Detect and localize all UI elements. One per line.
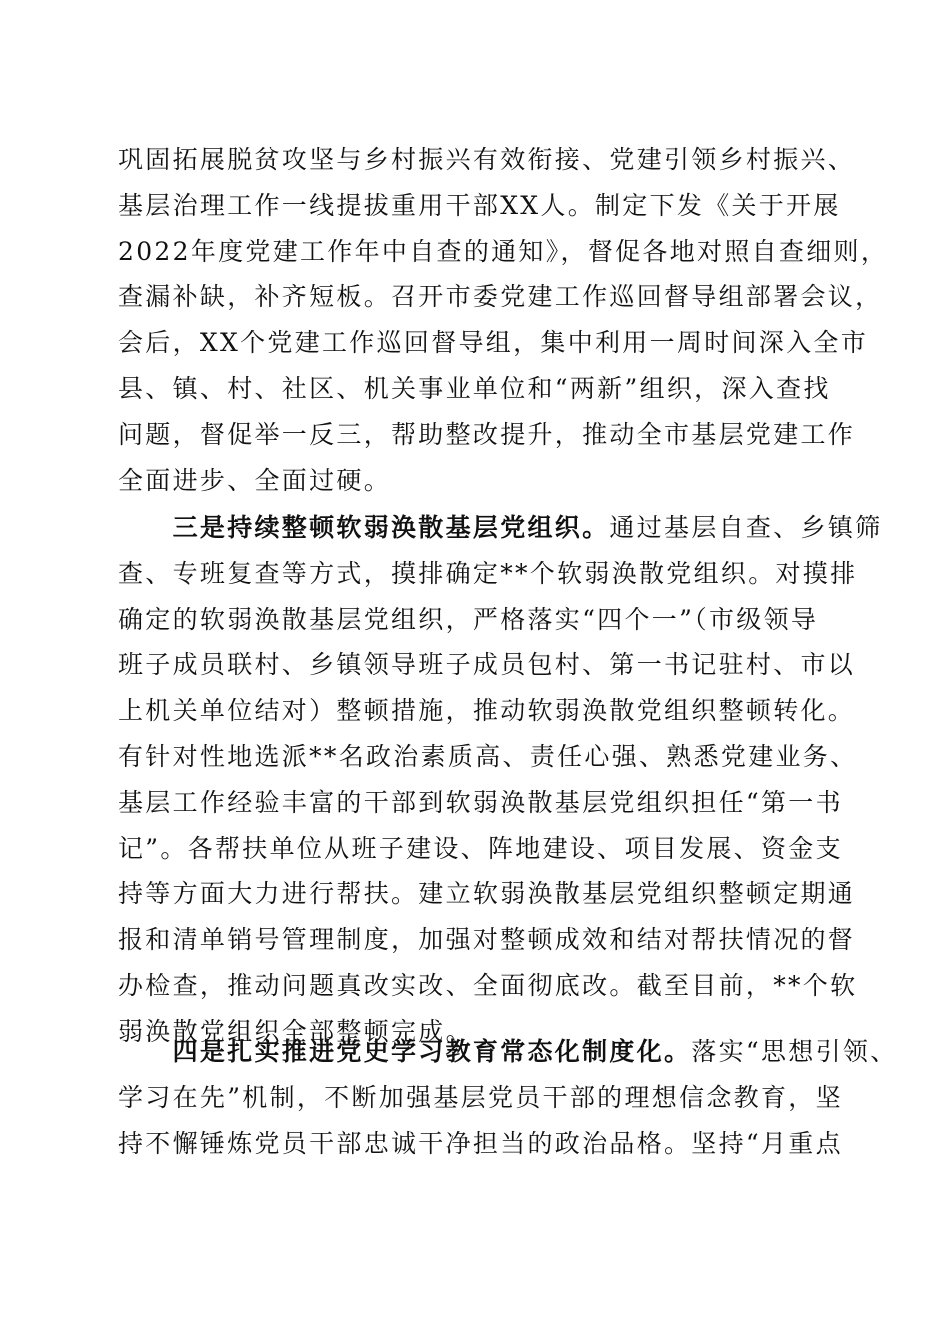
text-line-first [118,505,883,551]
text-line: 全面进步、全面过硬。 [118,465,392,495]
first-line-rest: 通过基层自查、乡镇筛 [609,513,883,542]
text-line: 弱涣散党组织全部整顿完成。 [118,1016,473,1046]
paragraph-lead-heading: 三是持续整顿软弱涣散基层党组织。 [172,513,610,542]
text-line: 巩固拓展脱贫攻坚与乡村振兴有效衔接、党建引领乡村振兴、 [118,145,856,174]
paragraph-party-history-education [118,1029,898,1166]
text-line: 问题，督促举一反三，帮助整改提升，推动全市基层党建工作 [118,419,856,449]
text-line: 上机关单位结对）整顿措施，推动软弱涣散党组织整顿转化。 [118,696,856,726]
text-line: 有针对性地选派**名政治素质高、责任心强、熟悉党建业务、 [118,741,858,771]
paragraph-lead-heading: 四是扎实推进党史学习教育常态化制度化。 [172,1037,692,1066]
text-line-first [118,1029,898,1075]
text-line: 学习在先”机制，不断加强基层党员干部的理想信念教育，坚 [118,1082,843,1112]
text-line: 记”。各帮扶单位从班子建设、阵地建设、项目发展、资金支 [118,833,843,863]
paragraph-party-building-inspection [118,137,889,503]
text-line: 持等方面大力进行帮扶。建立软弱涣散基层党组织整顿定期通 [118,879,856,909]
text-line: 报和清单销号管理制度，加强对整顿成效和结对帮扶情况的督 [118,925,856,955]
text-line: 2022年度党建工作年中自查的通知》，督促各地对照自查细则， [118,236,889,266]
text-line: 查、专班复查等方式，摸排确定**个软弱涣散党组织。对摸排 [118,558,858,588]
text-line: 县、镇、村、社区、机关事业单位和“两新”组织，深入查找 [118,373,831,403]
text-line: 会后，XX个党建工作巡回督导组，集中利用一周时间深入全市 [118,328,868,358]
text-line: 办检查，推动问题真改实改、全面彻底改。截至目前，**个软 [118,970,858,1000]
text-line: 班子成员联村、乡镇领导班子成员包村、第一书记驻村、市以 [118,650,856,680]
text-line: 持不懈锤炼党员干部忠诚干净担当的政治品格。坚持“月重点 [118,1128,843,1158]
text-line: 基层工作经验丰富的干部到软弱涣散基层党组织担任“第一书 [118,787,843,817]
text-line: 基层治理工作一线提拔重用干部XX人。制定下发《关于开展 [118,190,841,220]
text-line: 确定的软弱涣散基层党组织，严格落实“四个一”（市级领导 [118,604,819,634]
text-line: 查漏补缺，补齐短板。召开市委党建工作巡回督导组部署会议， [118,282,883,312]
first-line-rest: 落实“思想引领、 [691,1037,898,1066]
